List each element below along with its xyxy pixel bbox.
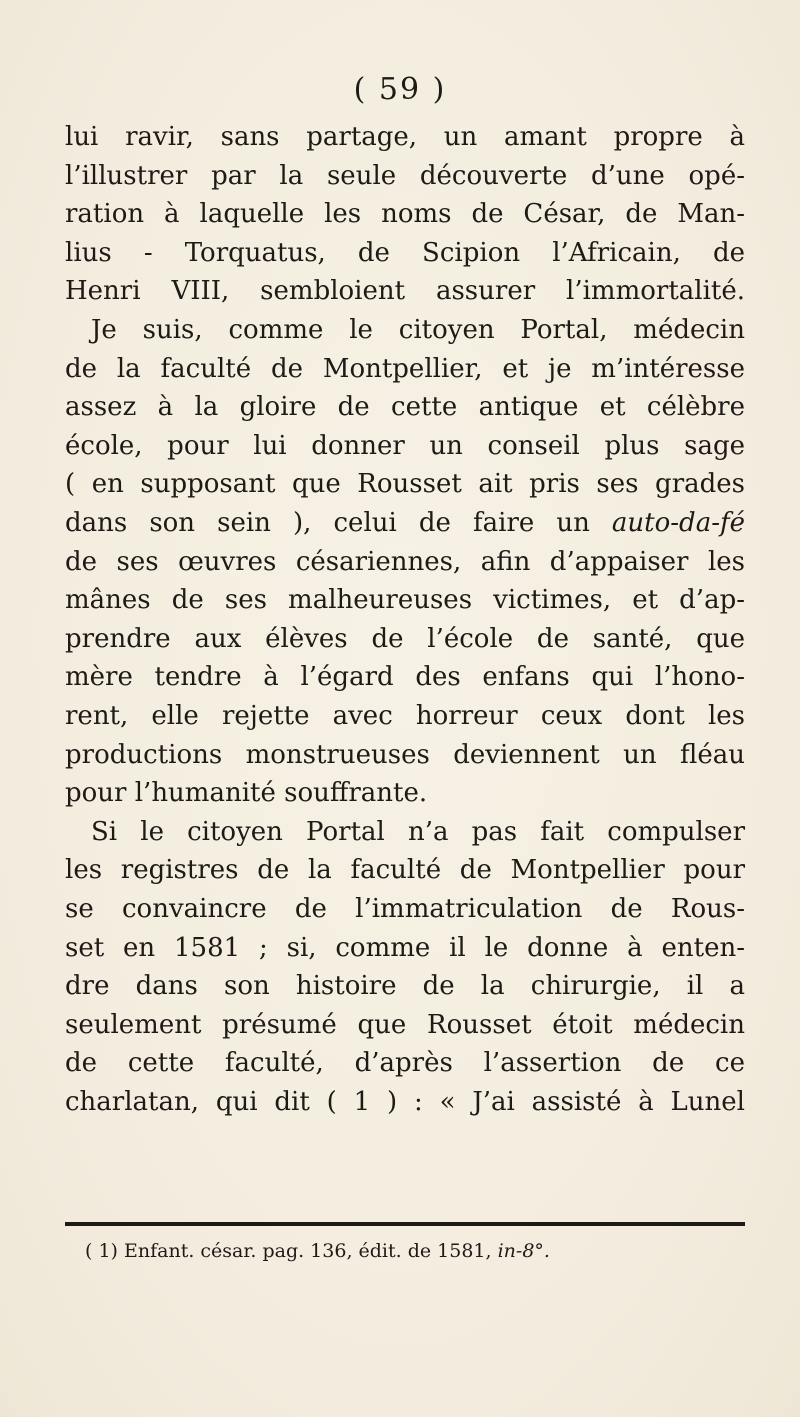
page-number: ( 59 ) xyxy=(353,72,447,107)
text-line: de ses œuvres césariennes, afin d’appaiser les xyxy=(65,546,745,577)
text-line: se convaincre de l’immatriculation de Rous- xyxy=(65,894,745,924)
text-line: prendre aux élèves de l’école de santé, que xyxy=(65,623,745,654)
text-line: Henri VIII, sembloient assurer l’immortalité. xyxy=(65,276,745,307)
text-line: lui ravir, sans partage, un amant propre à xyxy=(65,122,745,152)
footnote-rule xyxy=(65,1222,745,1226)
footnote-italic: in-8°. xyxy=(497,1240,550,1262)
text-line: dre dans son histoire de la chirurgie, il a xyxy=(65,971,745,1002)
text-line: mânes de ses malheureuses victimes, et d’ap- xyxy=(65,585,745,616)
text-line: école, pour lui donner un conseil plus sage xyxy=(65,430,745,461)
text-line: l’illustrer par la seule découverte d’une opé- xyxy=(65,160,745,191)
footnote xyxy=(85,1238,745,1264)
text-line: productions monstrueuses deviennent un fléau xyxy=(65,739,745,770)
italic-term: auto-da-fé xyxy=(611,508,745,538)
text-line: assez à la gloire de cette antique et célèbre xyxy=(65,392,745,423)
text-line: Je suis, comme le citoyen Portal, médecin xyxy=(91,315,745,345)
text-segment: dans son sein ), celui de faire un xyxy=(65,508,612,538)
text-line: de la faculté de Montpellier, et je m’intéresse xyxy=(65,353,745,384)
text-line: pour l’humanité souffrante. xyxy=(65,778,428,809)
text-line: ( en supposant que Rousset ait pris ses grades xyxy=(65,469,745,500)
text-line: les registres de la faculté de Montpellier pour xyxy=(65,855,745,886)
text-line: seulement présumé que Rousset étoit médecin xyxy=(65,1009,745,1040)
text-line xyxy=(65,504,745,542)
text-line: Si le citoyen Portal n’a pas fait compulser xyxy=(91,816,745,847)
text-line: mère tendre à l’égard des enfans qui l’hono- xyxy=(65,662,745,693)
text-line: lius - Torquatus, de Scipion l’Africain, de xyxy=(65,237,745,268)
text-line: ration à laquelle les noms de César, de Man- xyxy=(65,199,745,230)
text-line: set en 1581 ; si, comme il le donne à enten- xyxy=(65,932,745,963)
footnote-text: ( 1) Enfant. césar. pag. 136, édit. de 1581, xyxy=(85,1240,498,1262)
text-line: charlatan, qui dit ( 1 ) : « J’ai assisté à Lunel xyxy=(65,1087,745,1117)
text-line: rent, elle rejette avec horreur ceux dont les xyxy=(65,701,745,731)
text-line: de cette faculté, d’après l’assertion de ce xyxy=(65,1048,745,1079)
